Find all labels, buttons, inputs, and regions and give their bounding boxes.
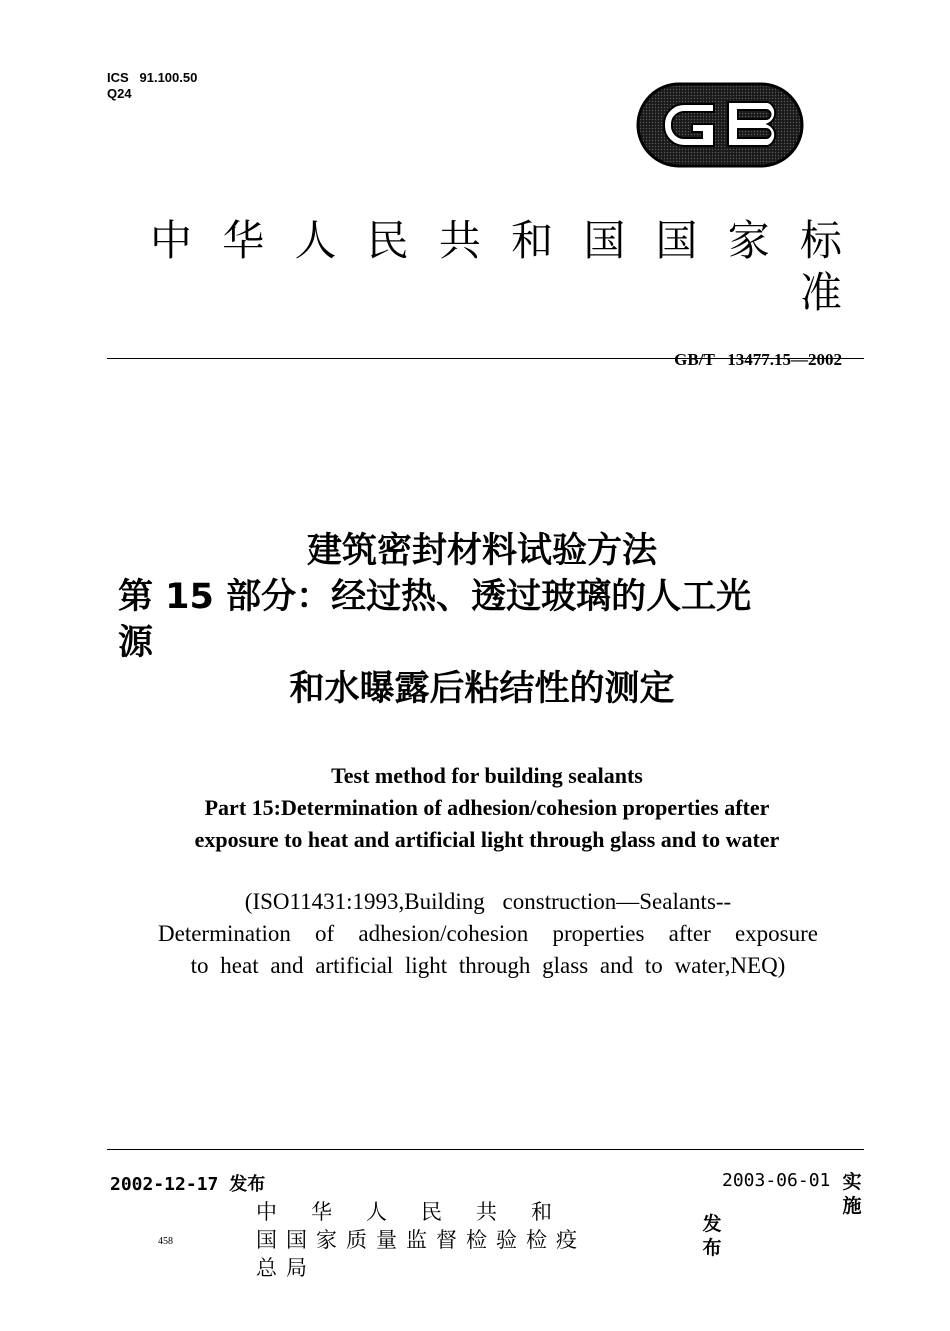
iso-reference-line-2: Determination of adhesion/cohesion properties after exposure [158,921,818,946]
national-standard-title: 中华人民共和国国家标准 [150,216,868,317]
issuing-authority [256,1198,628,1282]
page-number: 458 [158,1236,173,1247]
implementation-label: 实施 [842,1171,862,1217]
english-title [118,760,856,856]
gb-logo [636,82,804,168]
iso-reference-line-1: (ISO11431:1993,Building construction—Sealants-- [244,889,732,914]
standard-number: GB/T 13477.15—2002 [674,350,842,369]
english-title-line-2: Part 15:Determination of adhesion/cohesion properties after [204,795,770,820]
chinese-title-line-4: 和水曝露后粘结性的测定 [289,669,675,709]
footer-divider [107,1149,864,1150]
chinese-title-line-3: 源 [118,623,154,663]
issuer-line-2: 国国家质量监督检验检疫 [256,1228,586,1252]
chinese-title-line-1: 建筑密封材料试验方法 [306,531,657,571]
ics-code: ICS 91.100.50 [107,70,198,85]
iso-reference [158,886,818,982]
chinese-title [118,528,846,712]
english-title-line-3: exposure to heat and artificial light through glass and to water [194,827,780,852]
header-divider-overlap [760,358,864,359]
ccs-code: Q24 [107,86,132,101]
classification-codes [107,70,197,102]
english-title-line-1: Test method for building sealants [331,763,643,788]
issuer-line-1: 中华人民共和 [256,1200,586,1224]
chinese-title-line-2: 第 15 部分：经过热、透过玻璃的人工光 [118,577,752,617]
issue-date: 2002-12-17 发布 [110,1174,266,1195]
implementation-date: 2003-06-01 [722,1170,831,1191]
publish-label: 发布 [702,1213,722,1259]
issuer-line-3: 总局 [256,1256,316,1280]
iso-reference-line-3: to heat and artificial light through glass and to water,NEQ) [190,953,786,978]
